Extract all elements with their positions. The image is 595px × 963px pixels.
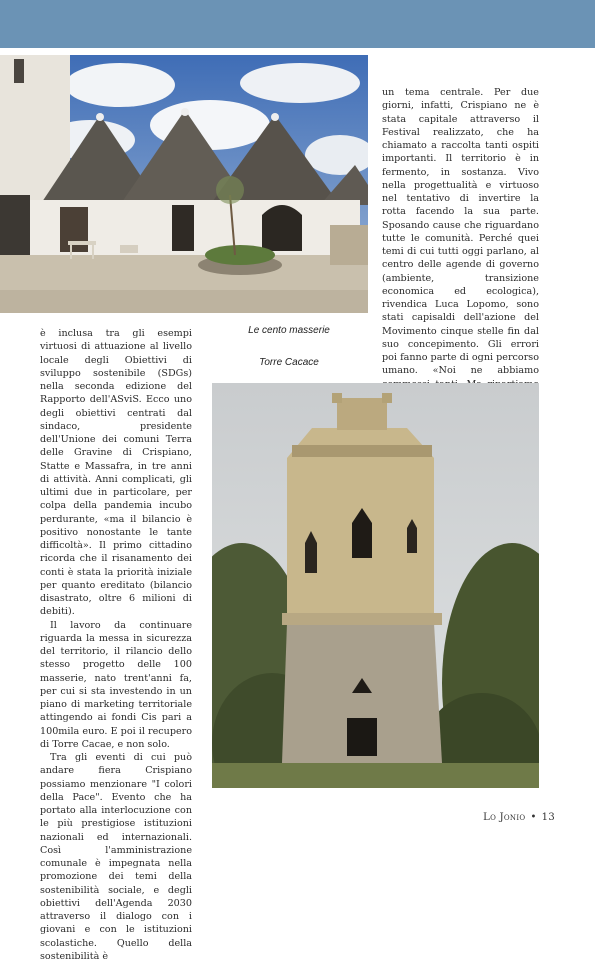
trulli-photo [0,55,368,313]
header-color-band [0,0,595,48]
caption-masserie: Le cento masserie [248,325,330,336]
magazine-name: Lo Jonio [483,812,526,823]
paragraph: Tra gli eventi di cui può andare fiera Crispiano possiamo menzionare "I colori della Pace". Evento che ha portato alla interlocuzione con le più prestigiose istituzioni nazionali ed internazionali. Così l'amministrazione comunale è impegnata nella promozione dei temi della sostenibilità sociale, e degli obiettivi dell'Agenda 2030 attraverso il dialogo con i giovani e con le istituzioni scolastiche. Quello della sostenibilità è [40,752,192,962]
footer-separator: • [530,812,537,823]
page-number: 13 [541,812,555,823]
paragraph: è inclusa tra gli esempi virtuosi di attuazione al livello locale degli Obiettivi di sviluppo sostenibile (SDGs) nella seconda edizione del Rapporto dell'ASviS. Ecco uno degli obiettivi centrati dal sindaco, presidente dell'Unione dei comuni Terra delle Gravine di Crispiano, Statte e Massafra, in tre anni di attività. Anni complicati, gli ultimi due in particolare, per colpa della pandemia incubo perdurante, «ma il bilancio è positivo nonostante le tante difficoltà». Il primo cittadino ricorda che il risanamento dei conti è stata la priorità iniziale per quanto ereditato (bilancio disastrato, oltre 6 milioni di debiti). [40,328,192,618]
caption-torre-cacace: Torre Cacace [259,357,319,368]
page-footer [483,812,555,823]
paragraph: Il lavoro da continuare riguarda la messa in sicurezza del territorio, il rilancio dello stesso progetto delle 100 masserie, nato trent'anni fa, per cui si sta investendo in un piano di marketing territoriale attingendo ai fondi Cis pari a 100mila euro. E poi il recupero di Torre Cacae, e non solo. [40,619,192,750]
article-column-left [40,327,192,963]
torre-cacace-photo [212,383,539,788]
paragraph: un tema centrale. Per due giorni, infatti, Crispiano ne è stata capitale attraverso il Festival realizzato, che ha chiamato a raccolta tanti ospiti importanti. Il territorio è in fermento, in sostanza. Vivo nella progettualità e virtuoso nel tentativo di invertire la rotta facendo la sua parte. Sposando cause che riguardano tutte le comunità. Perché quei temi di cui tutti oggi parlano, al centro delle agende di governo (ambiente, transizione economica ed ecologica), rivendica Luca Lopomo, sono stati capisaldi dell'azione del Movimento cinque stelle fin dal suo concepimento. Gli errori poi fanno parte di ogni percorso umano. «Noi ne abbiamo [382,87,539,377]
